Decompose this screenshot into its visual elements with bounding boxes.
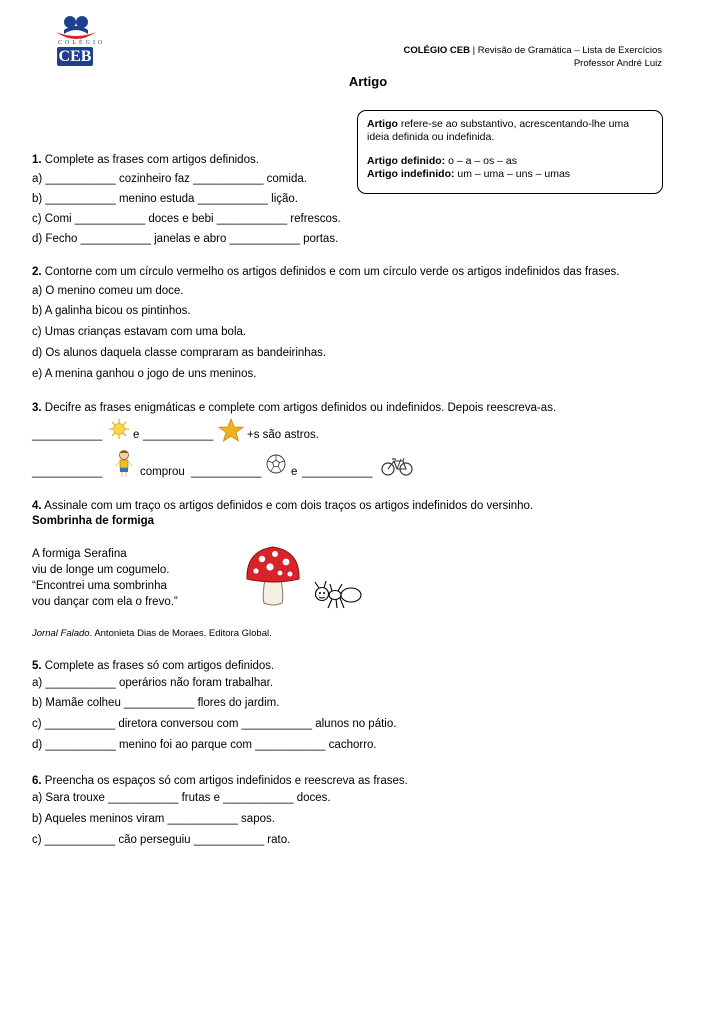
q3-text: Decifre as frases enigmáticas e complete com artigos definidos ou indefinidos. Depois reescreva-as.: [41, 402, 557, 414]
indefinite-label: Artigo indefinido:: [367, 168, 455, 180]
logo-big-text: CEB: [58, 48, 92, 65]
definition-text: refere-se ao substantivo, acrescentando-lhe uma: [397, 118, 630, 130]
header-school: COLÉGIO CEB: [403, 45, 470, 56]
definition-term: Artigo: [367, 118, 398, 130]
q3-r1-blank2: ___________: [143, 429, 214, 441]
q2-line-e: e) A menina ganhou o jogo de uns meninos.: [32, 368, 257, 380]
source-rest: . Antonieta Dias de Moraes. Editora Global.: [89, 628, 272, 639]
indefinite-articles: [367, 168, 570, 180]
star-icon: [218, 418, 244, 442]
logo-small-text: COLÉGIO: [58, 40, 106, 46]
definition-line: [367, 118, 629, 130]
definite-label: Artigo definido:: [367, 155, 446, 167]
q3-r1-end: +s são astros.: [247, 429, 319, 441]
poem-line-4: vou dançar com ela o frevo.”: [32, 596, 178, 608]
header-subject: Revisão de Gramática – Lista de Exercícios: [477, 45, 662, 56]
q2-text: Contorne com um círculo vermelho os artigos definidos e com um círculo verde os artigos indefinidos das frases.: [41, 266, 620, 278]
source-title: Jornal Falado: [32, 628, 90, 639]
q3-r1-e: e: [133, 429, 140, 441]
definite-values: o – a – os – as: [445, 155, 517, 167]
q3-prompt: [32, 402, 556, 414]
q3-r1-blank1: ___________: [32, 429, 103, 441]
definite-articles: [367, 155, 517, 167]
poem-source: [32, 628, 272, 639]
school-logo: [50, 12, 106, 68]
header-teacher: Professor André Luiz: [573, 58, 662, 69]
header-separator: |: [469, 45, 478, 56]
ball-icon: [266, 454, 286, 474]
poem-line-3: “Encontrei uma sombrinha: [32, 580, 167, 592]
q3-r2-blank2: ___________: [191, 466, 262, 478]
q6-number: 6.: [32, 775, 42, 787]
boy-icon: [113, 449, 135, 479]
q1-number: 1.: [32, 154, 42, 166]
header-line: [403, 45, 662, 56]
q6-line-c: c) ___________ cão perseguiu ___________ rato.: [32, 834, 291, 846]
definition-line-2: ideia definida ou indefinida.: [367, 131, 495, 143]
q5-line-c: c) ___________ diretora conversou com ___________ alunos no pátio.: [32, 718, 397, 730]
q3-r2-blank3: ___________: [302, 466, 373, 478]
q5-line-a: a) ___________ operários não foram trabalhar.: [32, 677, 274, 689]
poem-line-2: viu de longe um cogumelo.: [32, 564, 170, 576]
q1-text: Complete as frases com artigos definidos.: [41, 154, 259, 166]
q4-number: 4.: [32, 500, 42, 512]
q2-prompt: [32, 266, 619, 278]
q3-r2-blank1: ___________: [32, 466, 103, 478]
q6-line-b: b) Aqueles meninos viram ___________ sapos.: [32, 813, 275, 825]
q4-text: Assinale com um traço os artigos definidos e com dois traços os artigos indefinidos do versinho.: [41, 500, 534, 512]
q3-r2-comprou: comprou: [140, 466, 185, 478]
q2-line-c: c) Umas crianças estavam com uma bola.: [32, 326, 247, 338]
ant-icon: [312, 580, 364, 610]
q5-text: Complete as frases só com artigos definidos.: [41, 660, 275, 672]
q6-text: Preencha os espaços só com artigos indefinidos e reescreva as frases.: [41, 775, 408, 787]
q5-number: 5.: [32, 660, 42, 672]
q2-number: 2.: [32, 266, 42, 278]
logo-emblem-icon: [50, 12, 102, 42]
poem-line-1: A formiga Serafina: [32, 548, 127, 560]
q5-line-b: b) Mamãe colheu ___________ flores do jardim.: [32, 697, 280, 709]
q3-number: 3.: [32, 402, 42, 414]
q2-line-d: d) Os alunos daquela classe compraram as bandeirinhas.: [32, 347, 327, 359]
q2-line-b: b) A galinha bicou os pintinhos.: [32, 305, 191, 317]
page-title: Artigo: [348, 74, 388, 89]
mushroom-icon: [244, 545, 302, 607]
sun-icon: [108, 418, 130, 440]
q2-line-a: a) O menino comeu um doce.: [32, 285, 184, 297]
poem-title: Sombrinha de formiga: [32, 515, 155, 527]
q5-line-d: d) ___________ menino foi ao parque com ___________ cachorro.: [32, 739, 377, 751]
q1-prompt: [32, 154, 259, 166]
q1-line-c: c) Comi ___________ doces e bebi ___________ refrescos.: [32, 213, 341, 225]
q3-r2-e: e: [291, 466, 298, 478]
q1-line-d: d) Fecho ___________ janelas e abro ___________ portas.: [32, 233, 339, 245]
q6-prompt: [32, 775, 408, 787]
q4-prompt: [32, 500, 533, 512]
definition-box: [357, 110, 663, 194]
bicycle-icon: [381, 456, 413, 476]
indefinite-values: um – uma – uns – umas: [454, 168, 571, 180]
q1-line-a: a) ___________ cozinheiro faz ___________ comida.: [32, 173, 307, 185]
q6-line-a: a) Sara trouxe ___________ frutas e ___________ doces.: [32, 792, 331, 804]
q5-prompt: [32, 660, 274, 672]
q1-line-b: b) ___________ menino estuda ___________ lição.: [32, 193, 298, 205]
